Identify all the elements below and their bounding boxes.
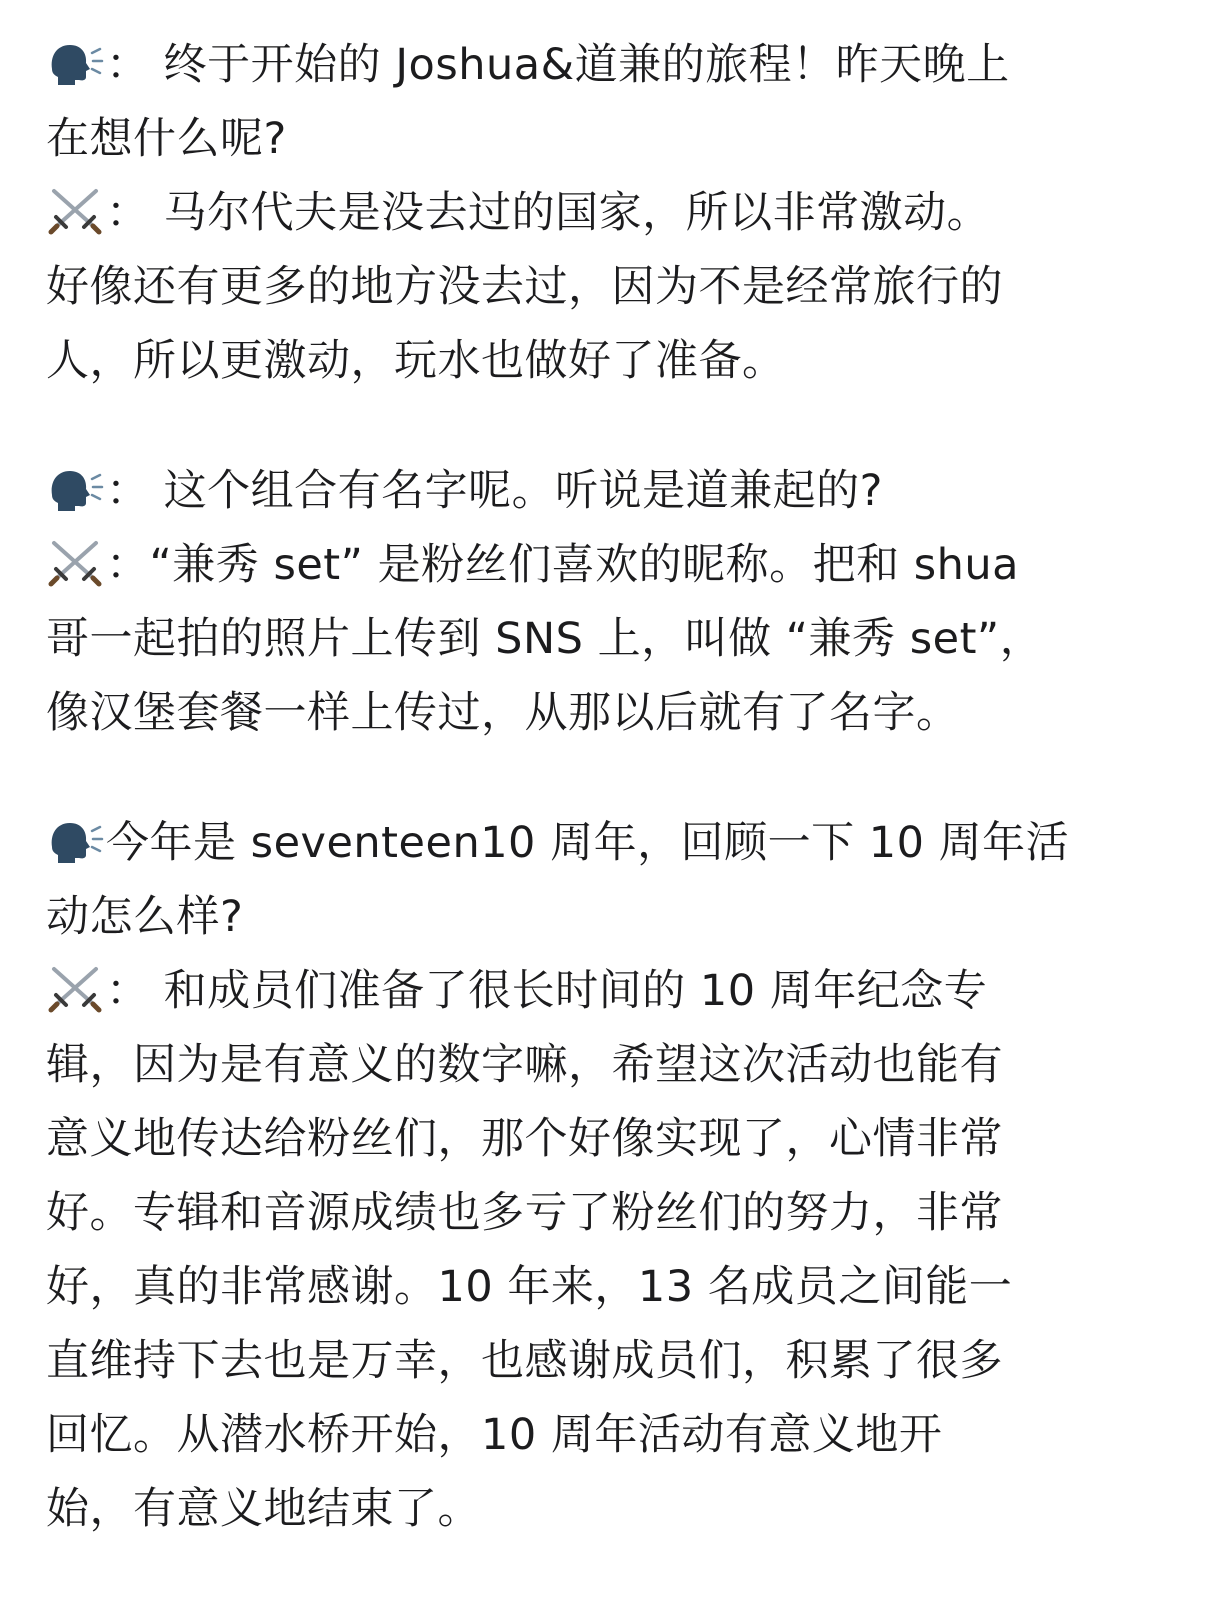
answer-line <box>46 602 1146 676</box>
speaking-head-icon <box>46 817 104 865</box>
crossed-swords-icon <box>46 187 104 235</box>
answer-line <box>46 1250 1146 1324</box>
crossed-swords-icon <box>46 539 104 587</box>
answer-text: 好像还有更多的地方没去过，因为不是经常旅行的 <box>46 262 1003 312</box>
crossed-swords-icon <box>46 965 104 1013</box>
question-text: 今年是 seventeen10 周年，回顾一下 10 周年活 <box>106 818 1070 868</box>
answer-line <box>46 1176 1146 1250</box>
question-text: 动怎么样? <box>46 892 244 942</box>
answer-text: 始，有意义地结束了。 <box>46 1484 481 1534</box>
answer-text: 好。专辑和音源成绩也多亏了粉丝们的努力，非常 <box>46 1188 1003 1238</box>
answer-text: 像汉堡套餐一样上传过，从那以后就有了名字。 <box>46 688 960 738</box>
answer-text: ：“兼秀 set” 是粉丝们喜欢的昵称。把和 shua <box>106 540 1020 590</box>
answer-text: 回忆。从潜水桥开始，10 周年活动有意义地开 <box>46 1410 943 1460</box>
answer-line <box>46 954 1146 1028</box>
answer-line <box>46 1102 1146 1176</box>
question-line <box>46 454 1146 528</box>
question-line <box>46 806 1146 880</box>
answer-text: 哥一起拍的照片上传到 SNS 上，叫做 “兼秀 set”， <box>46 614 1044 664</box>
question-text: ： 终于开始的 Joshua&道兼的旅程！昨天晚上 <box>106 40 1010 90</box>
answer-line <box>46 176 1146 250</box>
answer-line <box>46 250 1146 324</box>
answer-text: 人，所以更激动，玩水也做好了准备。 <box>46 336 786 386</box>
answer-text: 好，真的非常感谢。10 年来，13 名成员之间能一 <box>46 1262 1013 1312</box>
answer-line <box>46 324 1146 398</box>
question-line <box>46 880 1146 954</box>
speaking-head-icon <box>46 39 104 87</box>
answer-text: ： 马尔代夫是没去过的国家，所以非常激动。 <box>106 188 991 238</box>
question-text: ： 这个组合有名字呢。听说是道兼起的? <box>106 466 883 516</box>
question-line <box>46 102 1146 176</box>
answer-text: ： 和成员们准备了很长时间的 10 周年纪念专 <box>106 966 988 1016</box>
answer-line <box>46 1398 1146 1472</box>
speaking-head-icon <box>46 465 104 513</box>
answer-line <box>46 1472 1146 1546</box>
answer-line <box>46 1324 1146 1398</box>
answer-text: 辑，因为是有意义的数字嘛，希望这次活动也能有 <box>46 1040 1003 1090</box>
paragraph-gap <box>46 750 1146 806</box>
answer-text: 直维持下去也是万幸，也感谢成员们，积累了很多 <box>46 1336 1003 1386</box>
answer-line <box>46 1028 1146 1102</box>
paragraph-gap <box>46 398 1146 454</box>
question-line <box>46 28 1146 102</box>
answer-line <box>46 676 1146 750</box>
answer-line <box>46 528 1146 602</box>
interview-text <box>46 28 1146 1546</box>
question-text: 在想什么呢? <box>46 114 287 164</box>
answer-text: 意义地传达给粉丝们，那个好像实现了，心情非常 <box>46 1114 1003 1164</box>
